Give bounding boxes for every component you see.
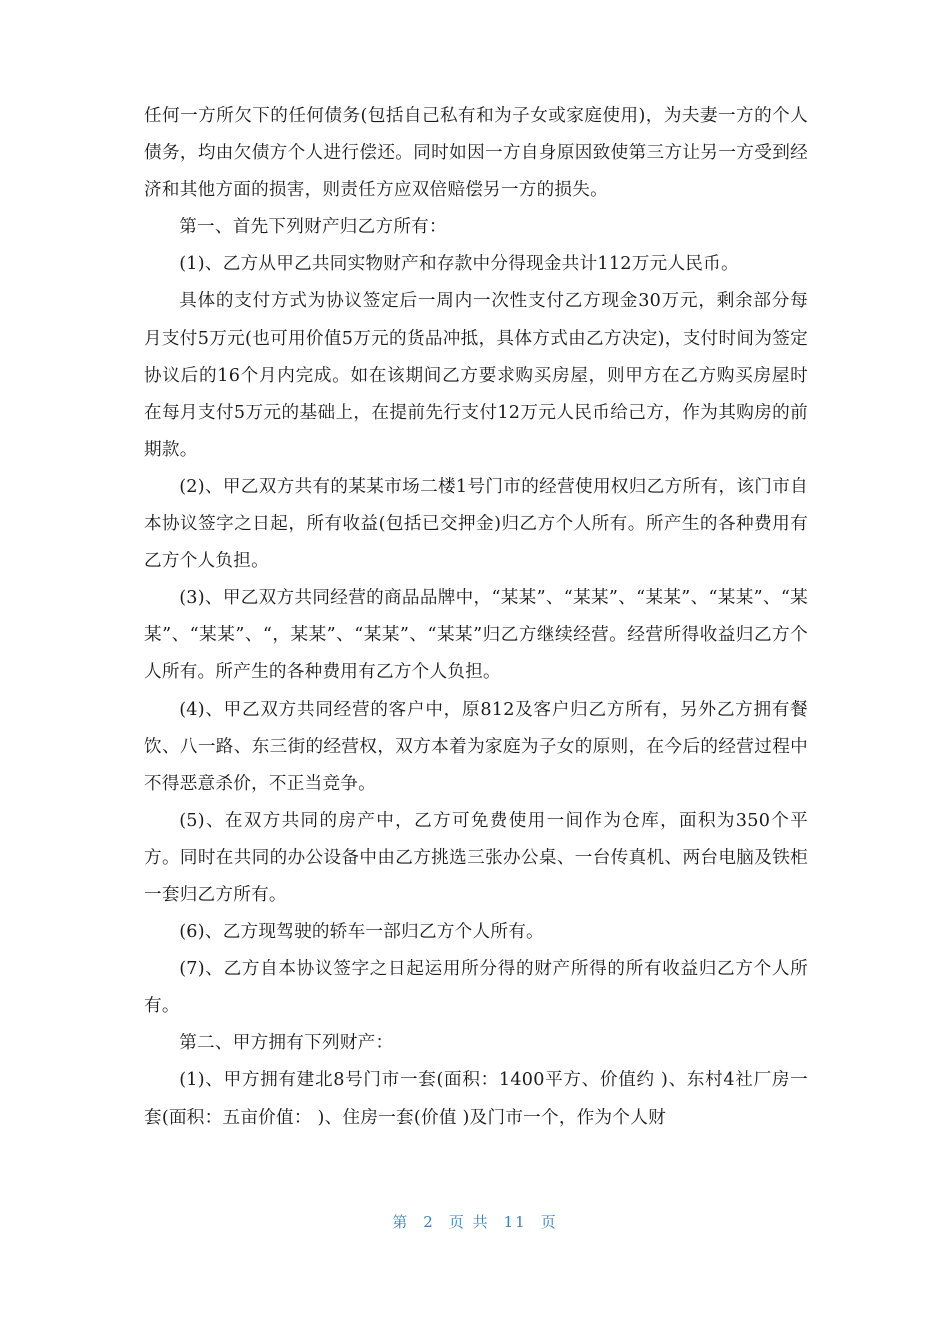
footer-label-page: 第 [392,1213,410,1231]
section-heading-party-a: 第二、甲方拥有下列财产： [179,1033,394,1054]
clause-b-1-payment: 具体的支付方式为协议签定后一周内一次性支付乙方现金30万元，剩余部分每月支付5万元(也可用价值5万元的货品冲抵，具体方式由乙方决定)，支付时间为签定协议后的16个月内完成。如在该期间乙方要求购买房屋，则甲方在乙方购买房屋时在每月支付5万元的基础上，在提前先行支付12万元人民币给己方，作为其购房的前期款。 [144,291,808,460]
clause-a-1: (1)、甲方拥有建北8号门市一套(面积：1400平方、价值约 )、东村4社厂房一套(面积：五亩价值： )、住房一套(价值 )及门市一个，作为个人财 [144,1070,808,1128]
clause-b-2: (2)、甲乙双方共有的某某市场二楼1号门市的经营使用权归乙方所有，该门市自本协议签字之日起，所有收益(包括已交押金)归乙方个人所有。所产生的各种费用有乙方个人负担。 [144,476,808,572]
page-footer [0,1211,950,1232]
footer-total-pages: 11 [503,1213,527,1231]
clause-b-6: (6)、乙方现驾驶的轿车一部归乙方个人所有。 [179,922,544,943]
clause-b-1: (1)、乙方从甲乙共同实物财产和存款中分得现金共计112万元人民币。 [179,254,739,275]
clause-b-5: (5)、在双方共同的房产中，乙方可免费使用一间作为仓库，面积为350个平方。同时在共同的办公设备中由乙方挑选三张办公桌、一台传真机、两台电脑及铁柜一套归乙方所有。 [144,810,808,905]
footer-label-end: 页 [540,1213,558,1231]
clause-b-4: (4)、甲乙双方共同经营的客户中，原812及客户归乙方所有，另外乙方拥有餐饮、八一路、东三街的经营权，双方本着为家庭为子女的原则，在今后的经营过程中不得恶意杀价，不正当竞争。 [144,699,808,794]
footer-current-page: 2 [423,1213,435,1231]
footer-label-total: 页 共 [448,1213,490,1231]
paragraph-debt-continuation: 任何一方所欠下的任何债务(包括自己私有和为子女或家庭使用)，为夫妻一方的个人债务，均由欠债方个人进行偿还。同时如因一方自身原因致使第三方让另一方受到经济和其他方面的损害，则责任方应双倍赔偿另一方的损失。 [144,106,808,201]
section-heading-party-b: 第一、首先下列财产归乙方所有： [179,217,447,238]
clause-b-7: (7)、乙方自本协议签字之日起运用所分得的财产所得的所有收益归乙方个人所有。 [144,959,808,1017]
clause-b-3: (3)、甲乙双方共同经营的商品品牌中，“某某”、“某某”、“某某”、“某某”、“某某”、“某某”、“，某某”、“某某”、“某某”归乙方继续经营。经营所得收益归乙方个人所有。所产生的各种费用有乙方个人负担。 [144,588,808,683]
document-body [144,98,808,1137]
